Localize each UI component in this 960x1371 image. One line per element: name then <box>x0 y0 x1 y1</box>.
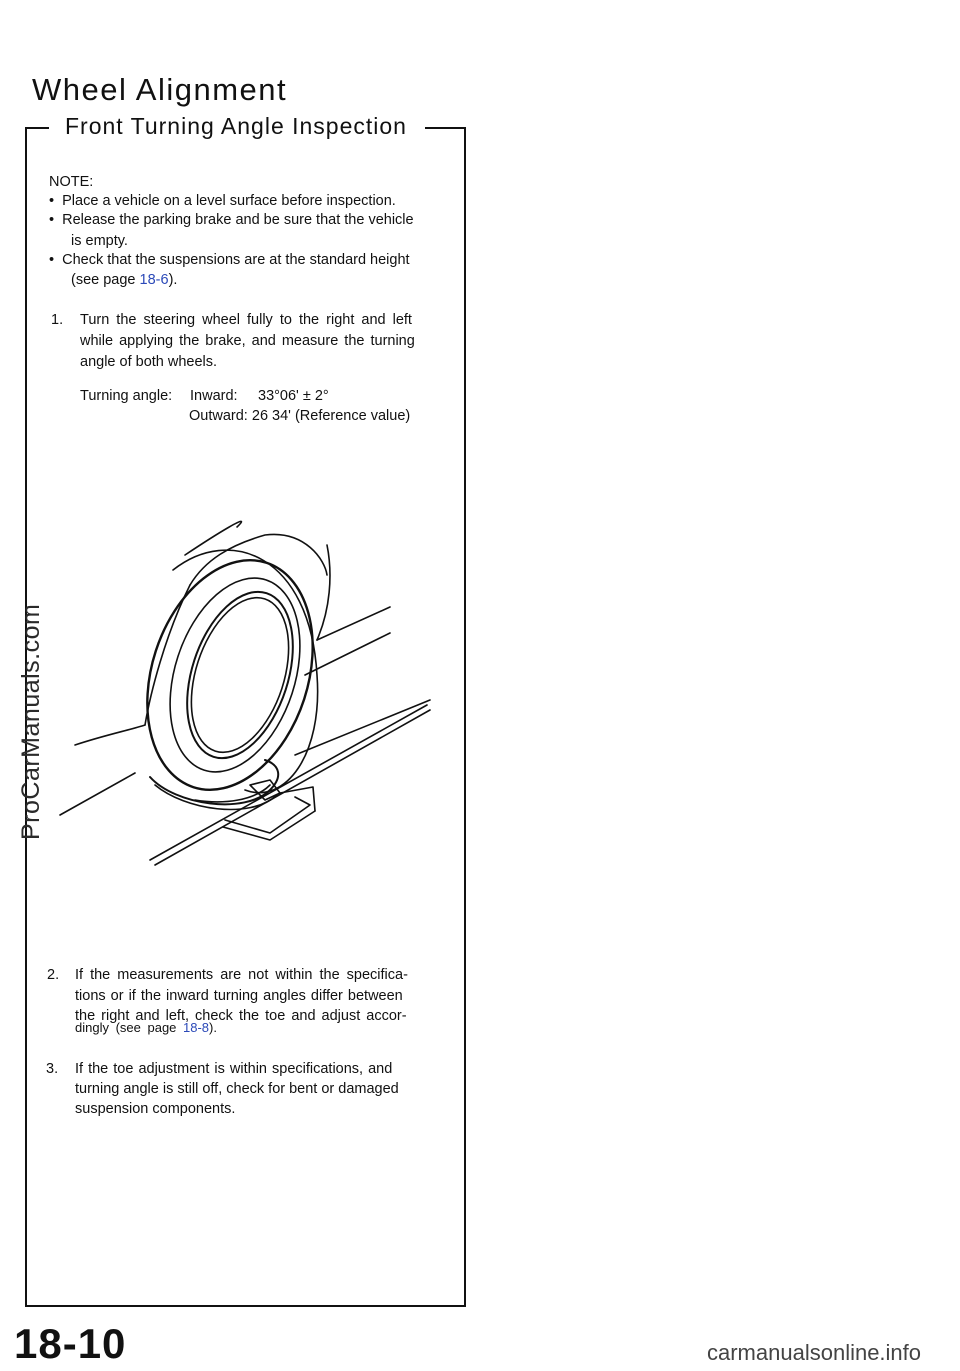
note-item-2-cont: is empty. <box>71 233 128 249</box>
ground-line <box>150 705 427 860</box>
step-3-line: turning angle is still off, check for bent or damaged <box>75 1081 399 1097</box>
spec-label: Turning angle: <box>80 388 173 404</box>
gauge-bracket <box>223 811 315 840</box>
note-text: (see page <box>71 272 140 288</box>
step-3-line: If the toe adjustment is within specifications, and <box>75 1061 393 1077</box>
page-link-18-6[interactable]: 18-6 <box>139 272 169 288</box>
step-1-number: 1. <box>51 312 64 328</box>
step-2-line: tions or if the inward turning angles differ between <box>75 988 403 1004</box>
step-text: ). <box>209 1020 217 1035</box>
tire-outer <box>119 539 340 812</box>
step-1-line: angle of both wheels. <box>80 354 218 370</box>
note-text: Place a vehicle on a level surface before inspection. <box>62 193 396 209</box>
note-text: Release the parking brake and be sure that the vehicle <box>62 212 414 228</box>
note-item-1 <box>49 191 396 211</box>
note-label: NOTE: <box>49 174 94 190</box>
section-title: Front Turning Angle Inspection <box>61 113 411 140</box>
ground-line <box>60 773 135 815</box>
body-line <box>75 725 145 745</box>
note-text: ). <box>168 272 178 288</box>
spec-outward-value: 26 34' (Reference value) <box>251 408 411 424</box>
page-link-18-8[interactable]: 18-8 <box>183 1020 210 1035</box>
page-title: Wheel Alignment <box>32 72 288 107</box>
step-2-line: the right and left, check the toe and adjust accor- <box>75 1008 407 1024</box>
note-text: Check that the suspensions are at the standard height <box>62 252 410 268</box>
frame-top-left-rule <box>25 127 49 129</box>
frame-top-right-rule <box>425 127 466 129</box>
spec-outward-label: Outward: <box>189 408 248 424</box>
step-2-line: If the measurements are not within the specifica- <box>75 967 408 983</box>
step-2-last-line <box>75 1018 217 1038</box>
ground-line <box>295 700 430 755</box>
spec-inward-value: 33°06' ± 2° <box>258 388 329 404</box>
wheel-rim <box>168 578 312 771</box>
body-line <box>317 607 390 640</box>
bullet: • <box>49 252 55 268</box>
watermark-bottom: carmanualsonline.info <box>707 1340 922 1365</box>
body-line <box>145 585 190 725</box>
spec-outward <box>189 406 410 426</box>
page-number: 18-10 <box>14 1320 127 1367</box>
fender-line <box>317 545 330 640</box>
spec-inward-label: Inward: <box>190 388 238 404</box>
step-3-line: suspension components. <box>75 1101 236 1117</box>
step-1-line: while applying the brake, and measure the turning <box>80 333 415 349</box>
step-2-number: 2. <box>47 967 60 983</box>
bullet: • <box>49 193 55 209</box>
bullet: • <box>49 212 55 228</box>
step-text: dingly (see page <box>75 1020 184 1035</box>
step-3-number: 3. <box>46 1061 59 1077</box>
watermark-side: ProCarManuals.com <box>17 603 45 840</box>
wheel-on-turntable-illustration <box>55 515 455 880</box>
note-item-2 <box>49 210 414 230</box>
step-1-line: Turn the steering wheel fully to the right and left <box>80 312 412 328</box>
note-item-3-cont <box>71 270 177 290</box>
note-item-3 <box>49 250 410 270</box>
